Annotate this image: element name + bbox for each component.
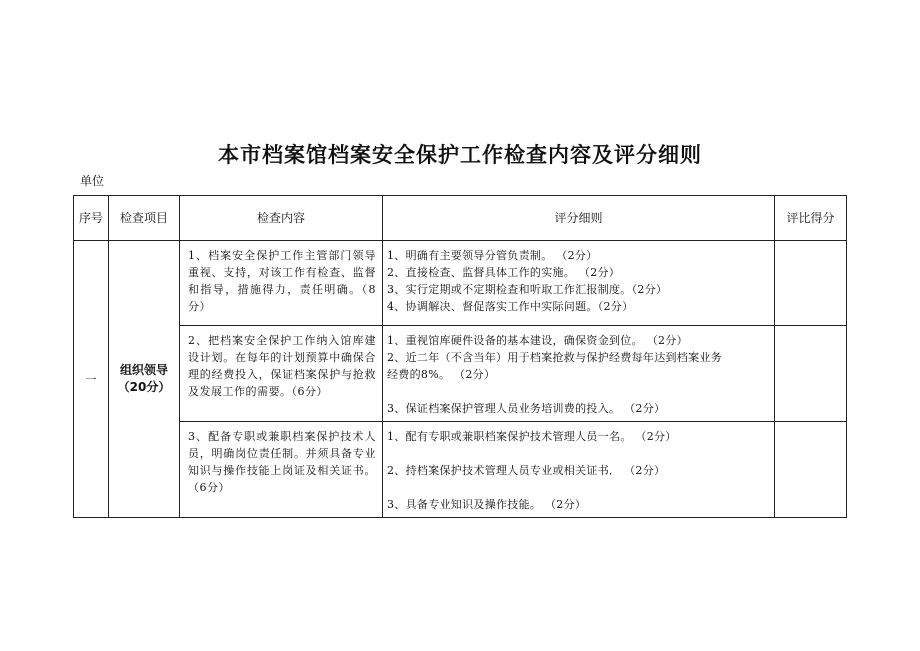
rules-cell — [383, 326, 775, 422]
document-title: 本市档案馆档案安全保护工作检查内容及评分细则 — [218, 143, 702, 167]
header-score: 评比得分 — [775, 196, 847, 241]
rule-line: 2、持档案保护技术管理人员专业或相关证书． （2分） — [387, 464, 666, 477]
rule-line: 3、保证档案保护管理人员业务培训费的投入。 （2分） — [387, 402, 666, 415]
section-item-name: 组织领导 — [119, 363, 168, 377]
header-rules: 评分细则 — [383, 196, 775, 241]
header-content: 检查内容 — [180, 196, 383, 241]
content-cell: 2、把档案安全保护工作纳入馆库建设计划。在每年的计划预算中确保合理的经费投入，保证档案保护与抢救及发展工作的需要。（6分） — [180, 326, 383, 422]
rule-spacer — [387, 383, 770, 400]
rule-spacer — [387, 445, 770, 462]
content-cell: 1、档案安全保护工作主管部门领导重视、支持，对该工作有检查、监督和指导，措施得力，责任明确。（8分） — [180, 241, 383, 326]
rules-cell — [383, 422, 775, 518]
section-seq: 一 — [74, 241, 109, 518]
header-seq: 序号 — [74, 196, 109, 241]
header-item: 检查项目 — [109, 196, 180, 241]
rule-line: 2、近二年（不含当年）用于档案抢救与保护经费每年达到档案业务 — [387, 351, 722, 364]
score-cell[interactable] — [775, 241, 847, 326]
score-cell[interactable] — [775, 422, 847, 518]
unit-label: 单位 — [80, 174, 105, 188]
content-cell: 3、配备专职或兼职档案保护技术人员，明确岗位责任制。并须具备专业知识与操作技能上岗证及相关证书。 （6分） — [180, 422, 383, 518]
table-row — [74, 422, 847, 518]
table-row — [74, 241, 847, 326]
inspection-table — [73, 195, 847, 518]
rule-line: 1、配有专职或兼职档案保护技术管理人员一名。 （2分） — [387, 430, 677, 443]
rule-line: 1、明确有主要领导分管负责制。 （2分） — [387, 249, 598, 262]
rules-cell — [383, 241, 775, 326]
section-item-points: （20分） — [117, 380, 171, 394]
score-cell[interactable] — [775, 326, 847, 422]
rule-line: 3、实行定期或不定期检查和听取工作汇报制度。（2分） — [387, 283, 668, 296]
rule-line: 1、重视馆库硬件设备的基本建设，确保资金到位。 （2分） — [387, 334, 688, 347]
section-item — [109, 241, 180, 518]
table-row — [74, 326, 847, 422]
rule-line: 经费的8%。 （2分） — [387, 368, 496, 381]
rule-line: 4、协调解决、督促落实工作中实际问题。（2分） — [387, 300, 634, 313]
rule-line: 3、具备专业知识及操作技能。 （2分） — [387, 498, 587, 511]
rule-line: 2、直接检查、监督具体工作的实施。 （2分） — [387, 266, 621, 279]
table-header-row — [74, 196, 847, 241]
rule-spacer — [387, 479, 770, 496]
